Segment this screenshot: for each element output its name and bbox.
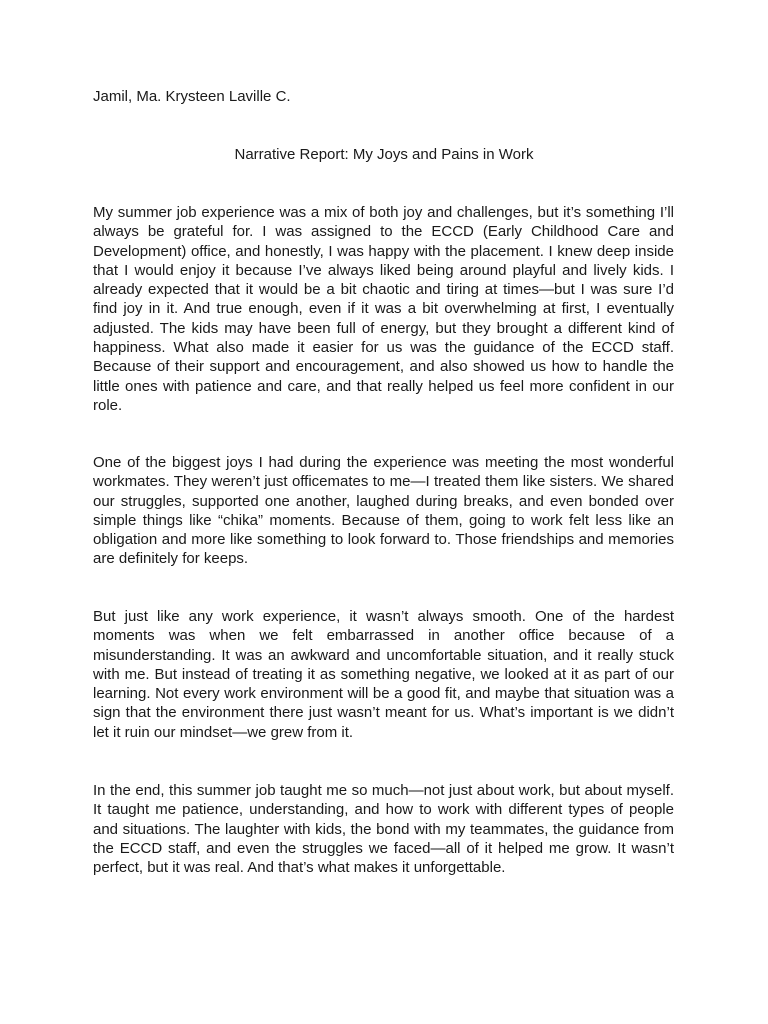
paragraph-3: But just like any work experience, it wasn’t always smooth. One of the hardest moments was when we felt embarrassed in another office because of a misunderstanding. It was an awkward and uncomfortable situation, and it really stuck with me. But instead of treating it as something negative, we looked at it as part of our learning. Not every work environment will be a good fit, and maybe that situation was a sign that the environment there just wasn’t meant for us. What’s important is we didn’t let it ruin our mindset—we grew from it. [93,608,674,741]
paragraph-1: My summer job experience was a mix of both joy and challenges, but it’s something I’ll always be grateful for. I was assigned to the ECCD (Early Childhood Care and Development) office, and honestly, I was happy with the placement. I knew deep inside that I would enjoy it because I’ve always liked being around playful and lively kids. I already expected that it would be a bit chaotic and tiring at times—but I was sure I’d find joy in it. And true enough, even if it was a bit overwhelming at first, I eventually adjusted. The kids may have been full of energy, but they brought a different kind of happiness. What also made it easier for us was the guidance of the ECCD staff. Because of their support and encouragement, and also showed us how to handle the little ones with patience and care, and that really helped us feel more confident in our role. [93,204,674,414]
paragraph-4: In the end, this summer job taught me so much—not just about work, but about myself. It taught me patience, understanding, and how to work with different types of people and situations. The laughter with kids, the bond with my teammates, the guidance from the ECCD staff, and even the struggles we faced—all of it helped me grow. It wasn’t perfect, but it was real. And that’s what makes it unforgettable. [93,782,674,877]
document-title: Narrative Report: My Joys and Pains in Work [234,146,534,163]
author-name: Jamil, Ma. Krysteen Laville C. [93,88,291,105]
paragraph-2: One of the biggest joys I had during the experience was meeting the most wonderful workmates. They weren’t just officemates to me—I treated them like sisters. We shared our struggles, supported one another, laughed during breaks, and even bonded over simple things like “chika” moments. Because of them, going to work felt less like an obligation and more like something to look forward to. Those friendships and memories are definitely for keeps. [93,454,674,568]
